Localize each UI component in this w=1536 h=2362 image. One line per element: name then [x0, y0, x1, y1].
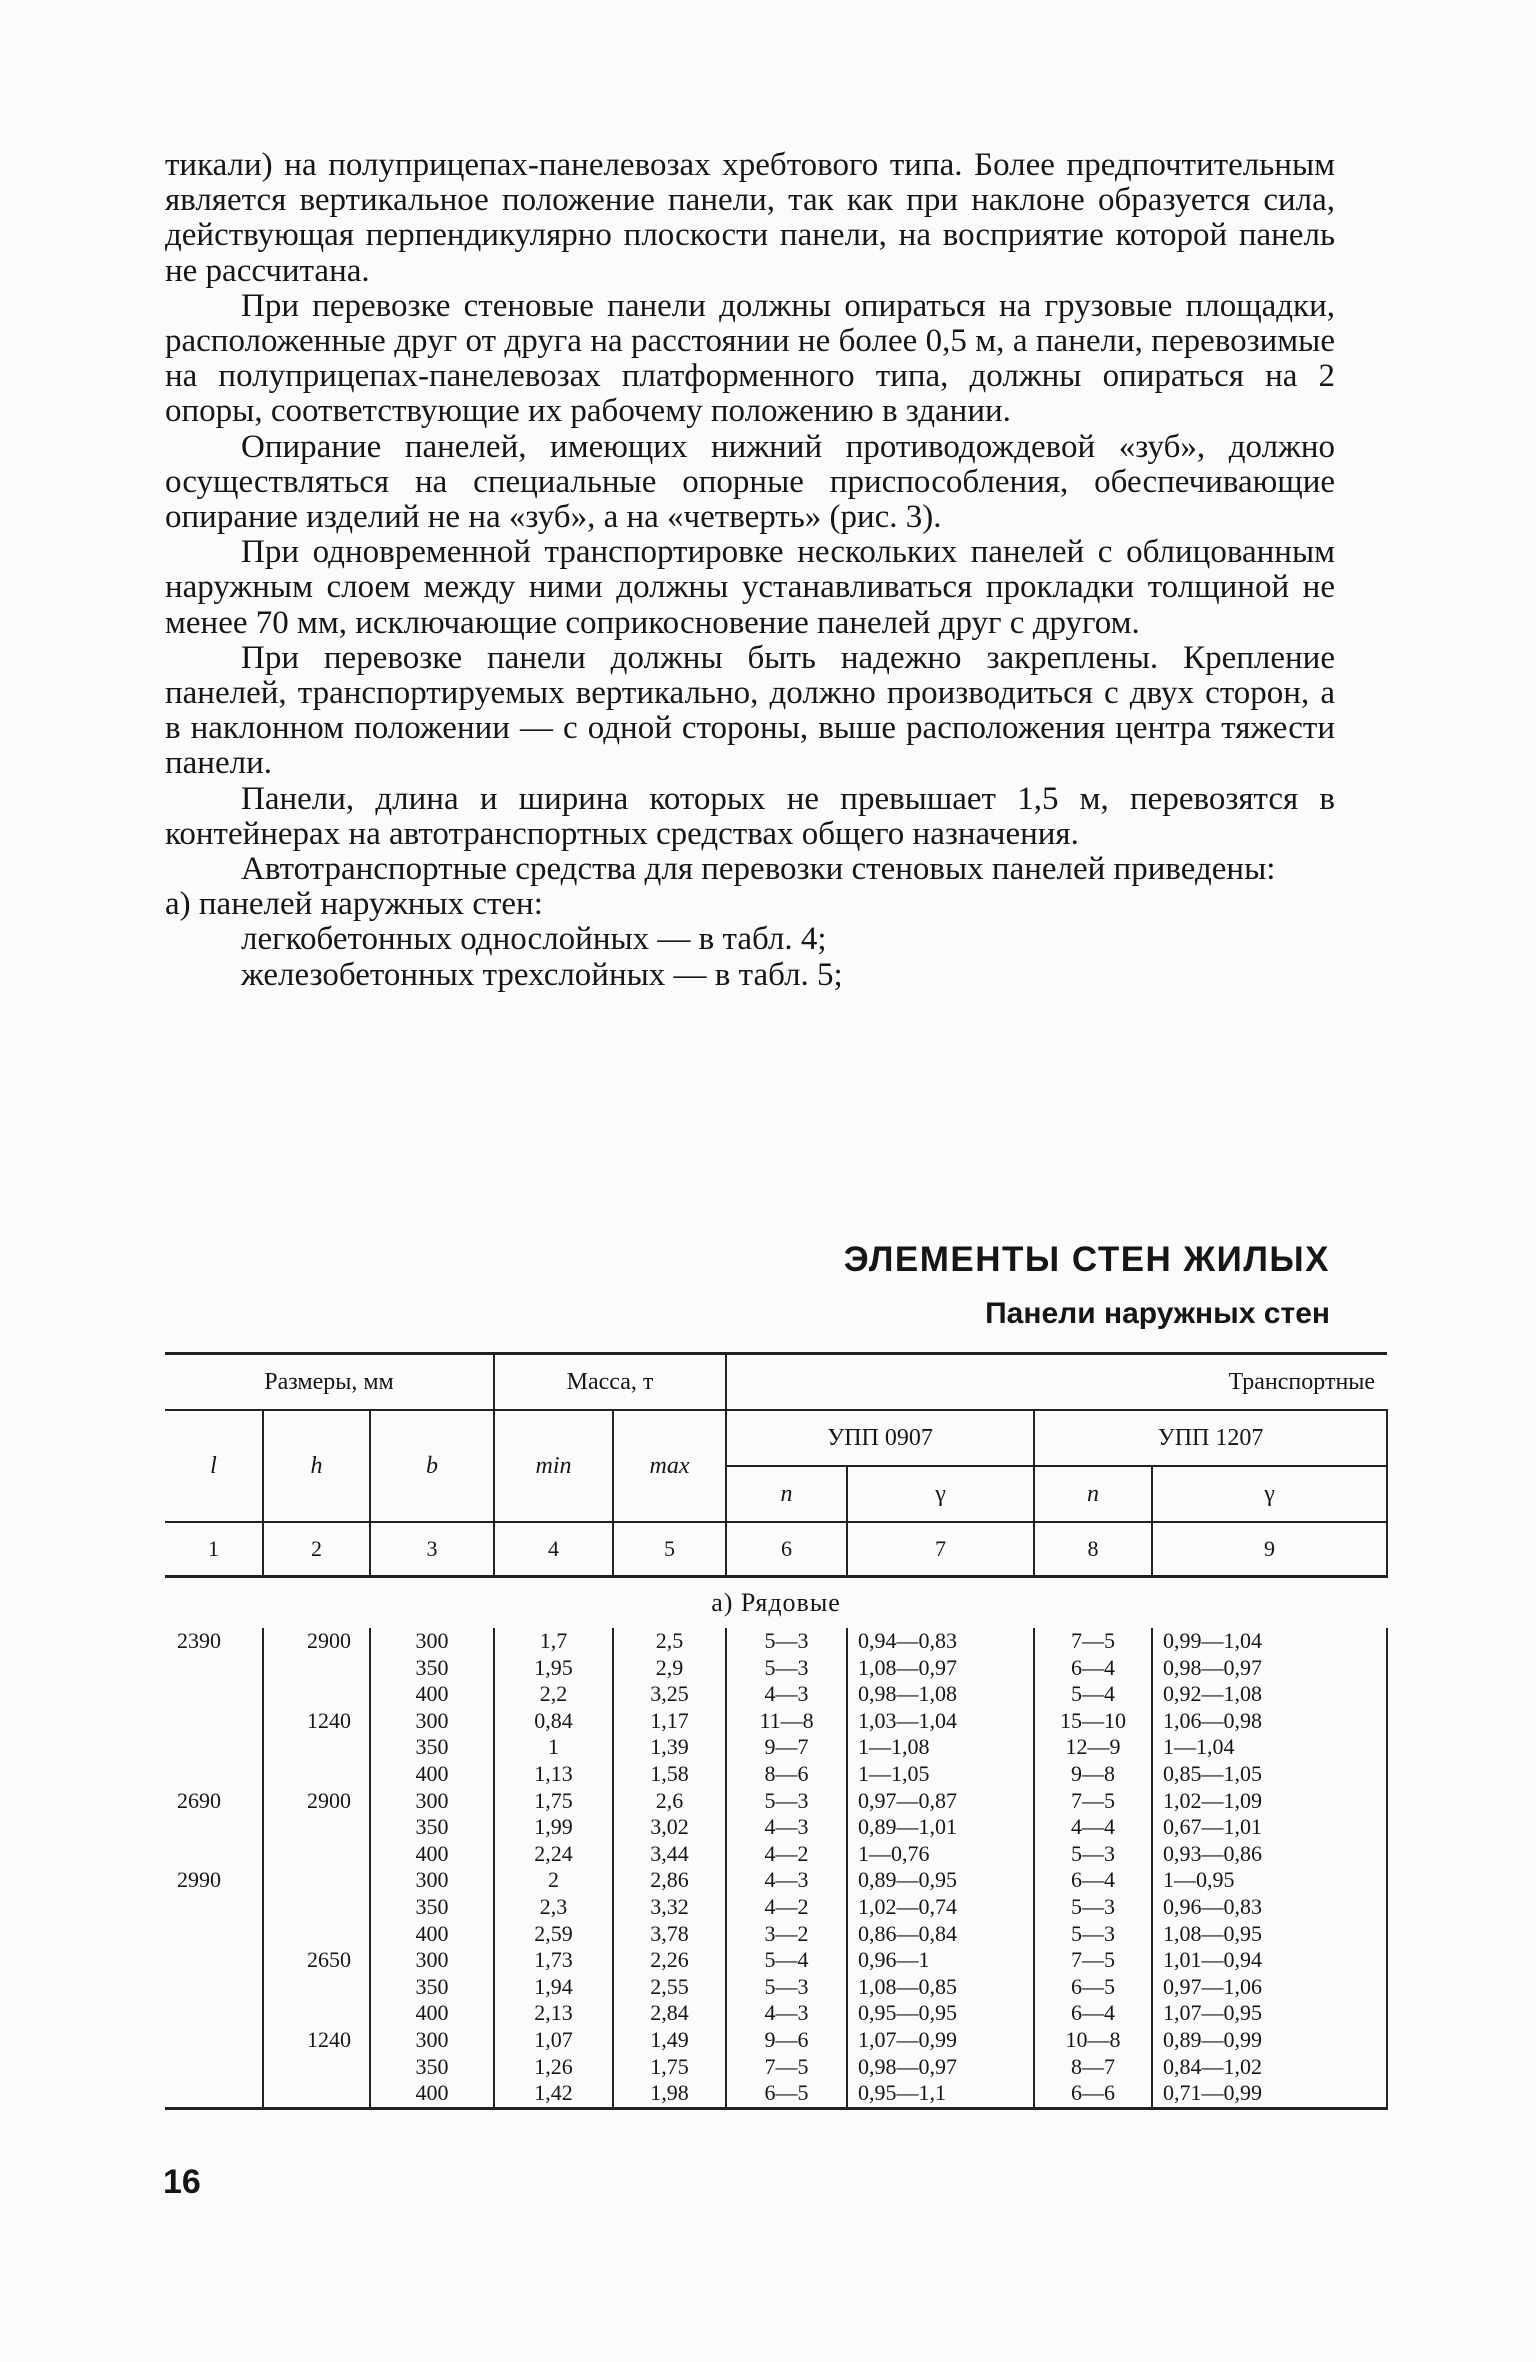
table-cell: 350 — [370, 1655, 494, 1682]
table-cell — [165, 2054, 263, 2081]
table-cell: 2990 — [177, 1867, 221, 1893]
table-cell: 7—5 — [1034, 1628, 1152, 1655]
table-row — [165, 1947, 1387, 1974]
col-number-1: 1 — [165, 1522, 263, 1577]
table-cell: 1,07—0,99 — [847, 2027, 1034, 2054]
table-cell: 2390 — [177, 1628, 221, 1653]
table-cell: 6—4 — [1034, 1867, 1152, 1894]
col-number-3: 3 — [370, 1522, 494, 1577]
table-cell: 1,02—1,09 — [1152, 1788, 1387, 1815]
table-cell — [165, 1894, 263, 1921]
table-cell: 2650 — [263, 1947, 370, 1974]
paragraph-5: При перевозке панели должны быть надежно закреплены. Крепление панелей, транспортируемых вертикально, должно производиться с двух сторон, а в наклонном положении — с одной стороны, выше расположения центра тяжести панели. — [165, 639, 1335, 782]
table-cell: 9—8 — [1034, 1761, 1152, 1788]
col-number-2: 2 — [263, 1522, 370, 1577]
header-upp-0907: УПП 0907 — [726, 1410, 1034, 1466]
table-row — [165, 1734, 1387, 1761]
table-cell — [263, 1841, 370, 1868]
table-cell: 0,86—0,84 — [847, 1921, 1034, 1948]
table-cell: 400 — [370, 1761, 494, 1788]
header-gamma-2: γ — [1152, 1466, 1387, 1522]
table-cell: 2,5 — [613, 1628, 726, 1655]
table-cell: 0,85—1,05 — [1152, 1761, 1387, 1788]
table-cell: 350 — [370, 2054, 494, 2081]
table-cell — [165, 1921, 263, 1948]
table-cell: 4—3 — [726, 1867, 847, 1894]
data-table — [165, 1352, 1388, 2110]
table-cell: 0,98—0,97 — [1152, 1655, 1387, 1682]
header-n-1: n — [726, 1466, 847, 1522]
table-cell: 4—3 — [726, 1681, 847, 1708]
table-cell — [263, 1761, 370, 1788]
table-cell — [165, 1734, 263, 1761]
paragraph-4: При одновременной транспортировке нескольких панелей с облицованным наружным слоем между ними должны устанавливаться прокладки толщиной не менее 70 мм, исключающие соприкосновение панелей друг с другом. — [165, 534, 1335, 641]
table-cell: 1,06—0,98 — [1152, 1708, 1387, 1735]
header-n-2: n — [1034, 1466, 1152, 1522]
table-cell: 2,3 — [494, 1894, 613, 1921]
header-l: l — [165, 1410, 263, 1522]
table-cell: 300 — [370, 1947, 494, 1974]
table-cell — [263, 2000, 370, 2027]
table-cell: 1,26 — [494, 2054, 613, 2081]
header-gamma-1: γ — [847, 1466, 1034, 1522]
table-row — [165, 2000, 1387, 2027]
table-cell: 7—5 — [1034, 1788, 1152, 1815]
header-max: max — [613, 1410, 726, 1522]
table-cell: 1—0,76 — [847, 1841, 1034, 1868]
table-cell — [165, 2080, 263, 2108]
col-number-8: 8 — [1034, 1522, 1152, 1577]
table-cell: 1,08—0,97 — [847, 1655, 1034, 1682]
table-cell: 300 — [370, 1628, 494, 1655]
table-cell: 5—4 — [726, 1947, 847, 1974]
table-cell: 2,9 — [613, 1655, 726, 1682]
table-cell: 5—3 — [1034, 1894, 1152, 1921]
table-cell: 6—4 — [1034, 2000, 1152, 2027]
paragraph-1: тикали) на полуприцепах-панелевозах хребтового типа. Более предпочтительным является вертикальное положение панели, так как при наклоне образуется сила, действующая перпендикулярно плоскости панели, на восприятие которой панель не рассчитана. — [165, 147, 1335, 289]
table-cell: 1,08—0,85 — [847, 1974, 1034, 2001]
table-cell: 2690 — [177, 1787, 221, 1813]
table-cell: 0,95—1,1 — [847, 2080, 1034, 2108]
table-cell: 400 — [370, 1921, 494, 1948]
table-row — [165, 1628, 1387, 1655]
table-cell: 1,42 — [494, 2080, 613, 2108]
table-cell: 6—5 — [726, 2080, 847, 2108]
table-cell: 3—2 — [726, 1921, 847, 1948]
header-h: h — [263, 1410, 370, 1522]
table-cell: 2,6 — [613, 1788, 726, 1815]
table-cell: 1,98 — [613, 2080, 726, 2108]
table-cell: 0,71—0,99 — [1152, 2080, 1387, 2108]
table-container — [165, 1352, 1387, 2110]
table-cell: 12—9 — [1034, 1734, 1152, 1761]
table-cell: 1,73 — [494, 1947, 613, 1974]
table-cell: 1—1,04 — [1152, 1734, 1387, 1761]
table-cell: 350 — [370, 1974, 494, 2001]
list-subitem-1: легкобетонных однослойных — в табл. 4; — [241, 921, 827, 958]
table-cell: 0,89—0,95 — [847, 1867, 1034, 1894]
table-cell: 2,59 — [494, 1921, 613, 1948]
table-cell: 0,94—0,83 — [847, 1628, 1034, 1655]
table-cell — [165, 2000, 263, 2027]
table-cell: 350 — [370, 1734, 494, 1761]
list-item-a: а) панелей наружных стен: — [165, 886, 543, 923]
table-cell: 0,67—1,01 — [1152, 1814, 1387, 1841]
table-cell: 1,99 — [494, 1814, 613, 1841]
table-cell: 300 — [370, 1788, 494, 1815]
table-cell: 2,13 — [494, 2000, 613, 2027]
paragraph-6: Панели, длина и ширина которых не превышает 1,5 м, перевозятся в контейнерах на автотранспортных средствах общего назначения. — [165, 780, 1335, 852]
table-cell: 1,17 — [613, 1708, 726, 1735]
table-cell: 2 — [494, 1867, 613, 1894]
table-cell: 5—3 — [726, 1628, 847, 1655]
col-number-6: 6 — [726, 1522, 847, 1577]
table-cell: 0,99—1,04 — [1152, 1628, 1387, 1655]
table-row — [165, 2054, 1387, 2081]
table-cell: 1,07 — [494, 2027, 613, 2054]
table-cell — [165, 2027, 263, 2054]
table-cell: 0,95—0,95 — [847, 2000, 1034, 2027]
table-cell: 2,84 — [613, 2000, 726, 2027]
paragraph-3: Опирание панелей, имеющих нижний противодождевой «зуб», должно осуществляться на специальные опорные приспособления, обеспечивающие опирание изделий не на «зуб», а на «четверть» (рис. 3). — [165, 428, 1335, 536]
header-mass: Масса, т — [494, 1354, 726, 1411]
table-row — [165, 1708, 1387, 1735]
col-number-7: 7 — [847, 1522, 1034, 1577]
table-cell: 2,26 — [613, 1947, 726, 1974]
table-cell: 4—3 — [726, 2000, 847, 2027]
table-cell: 400 — [370, 1841, 494, 1868]
table-cell: 5—4 — [1034, 1681, 1152, 1708]
paragraph-7: Автотранспортные средства для перевозки стеновых панелей приведены: — [241, 851, 1276, 888]
list — [165, 887, 1335, 993]
table-cell: 3,02 — [613, 1814, 726, 1841]
table-cell: 6—5 — [1034, 1974, 1152, 2001]
table-row — [165, 1788, 1387, 1815]
table-cell — [263, 1681, 370, 1708]
table-row — [165, 1655, 1387, 1682]
table-row — [165, 2080, 1387, 2108]
table-cell: 350 — [370, 1894, 494, 1921]
table-cell — [263, 2080, 370, 2108]
table-cell: 2900 — [263, 1788, 370, 1815]
table-cell: 5—3 — [726, 1788, 847, 1815]
table-cell: 1—1,05 — [847, 1761, 1034, 1788]
table-cell — [263, 1867, 370, 1894]
table-cell: 15—10 — [1034, 1708, 1152, 1735]
table-cell: 7—5 — [1034, 1947, 1152, 1974]
table-cell — [165, 1655, 263, 1682]
table-cell: 4—3 — [726, 1814, 847, 1841]
table-cell: 300 — [370, 1708, 494, 1735]
table-cell: 0,96—0,83 — [1152, 1894, 1387, 1921]
table-cell: 0,84 — [494, 1708, 613, 1735]
table-cell — [263, 1974, 370, 2001]
table-cell — [263, 1814, 370, 1841]
table-cell: 1,75 — [613, 2054, 726, 2081]
table-cell: 1,94 — [494, 1974, 613, 2001]
table-cell: 3,44 — [613, 1841, 726, 1868]
table-cell: 1,58 — [613, 1761, 726, 1788]
table-cell: 8—7 — [1034, 2054, 1152, 2081]
table-cell: 10—8 — [1034, 2027, 1152, 2054]
table-cell — [263, 1921, 370, 1948]
table-cell: 5—3 — [1034, 1921, 1152, 1948]
table-cell: 1,13 — [494, 1761, 613, 1788]
table-cell: 0,98—0,97 — [847, 2054, 1034, 2081]
table-cell — [263, 1734, 370, 1761]
table-cell — [263, 1894, 370, 1921]
table-cell: 0,97—1,06 — [1152, 1974, 1387, 2001]
header-b: b — [370, 1410, 494, 1522]
table-cell: 3,78 — [613, 1921, 726, 1948]
table-row — [165, 1974, 1387, 2001]
table-cell — [263, 2054, 370, 2081]
table-subheading: Панели наружных стен — [985, 1297, 1330, 1330]
col-number-4: 4 — [494, 1522, 613, 1577]
section-label: а) Рядовые — [711, 1588, 841, 1617]
table-cell: 2,24 — [494, 1841, 613, 1868]
table-row — [165, 1894, 1387, 1921]
table-cell: 1,7 — [494, 1628, 613, 1655]
table-cell: 6—6 — [1034, 2080, 1152, 2108]
table-cell: 1,01—0,94 — [1152, 1947, 1387, 1974]
table-cell: 0,84—1,02 — [1152, 2054, 1387, 2081]
table-cell: 350 — [370, 1814, 494, 1841]
table-cell — [165, 1681, 263, 1708]
body-text — [165, 148, 1335, 993]
table-cell: 2,2 — [494, 1681, 613, 1708]
table-cell: 1240 — [263, 1708, 370, 1735]
table-cell: 1,49 — [613, 2027, 726, 2054]
table-cell — [165, 1947, 263, 1974]
table-cell: 400 — [370, 2080, 494, 2108]
table-cell: 9—7 — [726, 1734, 847, 1761]
table-cell: 7—5 — [726, 2054, 847, 2081]
table-cell: 2,86 — [613, 1867, 726, 1894]
table-cell: 1—0,95 — [1152, 1867, 1387, 1894]
list-subitem-2: железобетонных трехслойных — в табл. 5; — [241, 956, 843, 993]
table-cell: 2900 — [263, 1628, 370, 1655]
section-heading: ЭЛЕМЕНТЫ СТЕН ЖИЛЫХ — [843, 1240, 1330, 1279]
page-number: 16 — [163, 2163, 201, 2201]
header-min: min — [494, 1410, 613, 1522]
table-cell: 300 — [370, 2027, 494, 2054]
table-cell: 1,07—0,95 — [1152, 2000, 1387, 2027]
header-upp-1207: УПП 1207 — [1034, 1410, 1387, 1466]
table-cell: 4—4 — [1034, 1814, 1152, 1841]
table-row — [165, 2027, 1387, 2054]
table-cell: 0,98—1,08 — [847, 1681, 1034, 1708]
table-cell — [263, 1655, 370, 1682]
table-cell — [165, 1814, 263, 1841]
table-cell: 2,55 — [613, 1974, 726, 2001]
table-cell — [165, 1974, 263, 2001]
paragraph-2: При перевозке стеновые панели должны опираться на грузовые площадки, расположенные друг от друга на расстоянии не более 0,5 м, а панели, перевозимые на полуприцепах-панелевозах платформенного типа, должны опираться на 2 опоры, соответствующие их рабочему положению в здании. — [165, 287, 1335, 430]
table-row — [165, 1681, 1387, 1708]
table-cell: 0,89—1,01 — [847, 1814, 1034, 1841]
table-cell: 5—3 — [726, 1974, 847, 2001]
table-cell: 1240 — [263, 2027, 370, 2054]
table-cell: 400 — [370, 1681, 494, 1708]
table-cell: 4—2 — [726, 1841, 847, 1868]
table-cell: 0,89—0,99 — [1152, 2027, 1387, 2054]
table-cell: 3,25 — [613, 1681, 726, 1708]
header-transport: Транспортные — [726, 1354, 1387, 1411]
table-cell: 9—6 — [726, 2027, 847, 2054]
table-cell: 5—3 — [1034, 1841, 1152, 1868]
table-cell: 1 — [494, 1734, 613, 1761]
table-cell: 4—2 — [726, 1894, 847, 1921]
table-body — [165, 1577, 1387, 2109]
table-cell: 0,93—0,86 — [1152, 1841, 1387, 1868]
table-cell: 6—4 — [1034, 1655, 1152, 1682]
table-cell: 400 — [370, 2000, 494, 2027]
table-cell — [165, 1708, 263, 1735]
table-cell: 0,92—1,08 — [1152, 1681, 1387, 1708]
table-cell — [165, 1841, 263, 1868]
table-row — [165, 1814, 1387, 1841]
col-number-5: 5 — [613, 1522, 726, 1577]
table-cell: 1,08—0,95 — [1152, 1921, 1387, 1948]
table-cell: 1,03—1,04 — [847, 1708, 1034, 1735]
table-cell: 1—1,08 — [847, 1734, 1034, 1761]
table-cell: 0,96—1 — [847, 1947, 1034, 1974]
table-cell: 5—3 — [726, 1655, 847, 1682]
table-row — [165, 1841, 1387, 1868]
table-cell: 3,32 — [613, 1894, 726, 1921]
table-row — [165, 1921, 1387, 1948]
table-cell: 11—8 — [726, 1708, 847, 1735]
header-sizes: Размеры, мм — [165, 1354, 494, 1411]
table-cell: 300 — [370, 1867, 494, 1894]
table-cell: 1,39 — [613, 1734, 726, 1761]
table-row — [165, 1867, 1387, 1894]
table-cell: 1,75 — [494, 1788, 613, 1815]
table-cell: 1,02—0,74 — [847, 1894, 1034, 1921]
col-number-9: 9 — [1152, 1522, 1387, 1577]
table-cell: 0,97—0,87 — [847, 1788, 1034, 1815]
table-cell: 8—6 — [726, 1761, 847, 1788]
table-cell: 1,95 — [494, 1655, 613, 1682]
table-cell — [165, 1761, 263, 1788]
table-row — [165, 1761, 1387, 1788]
